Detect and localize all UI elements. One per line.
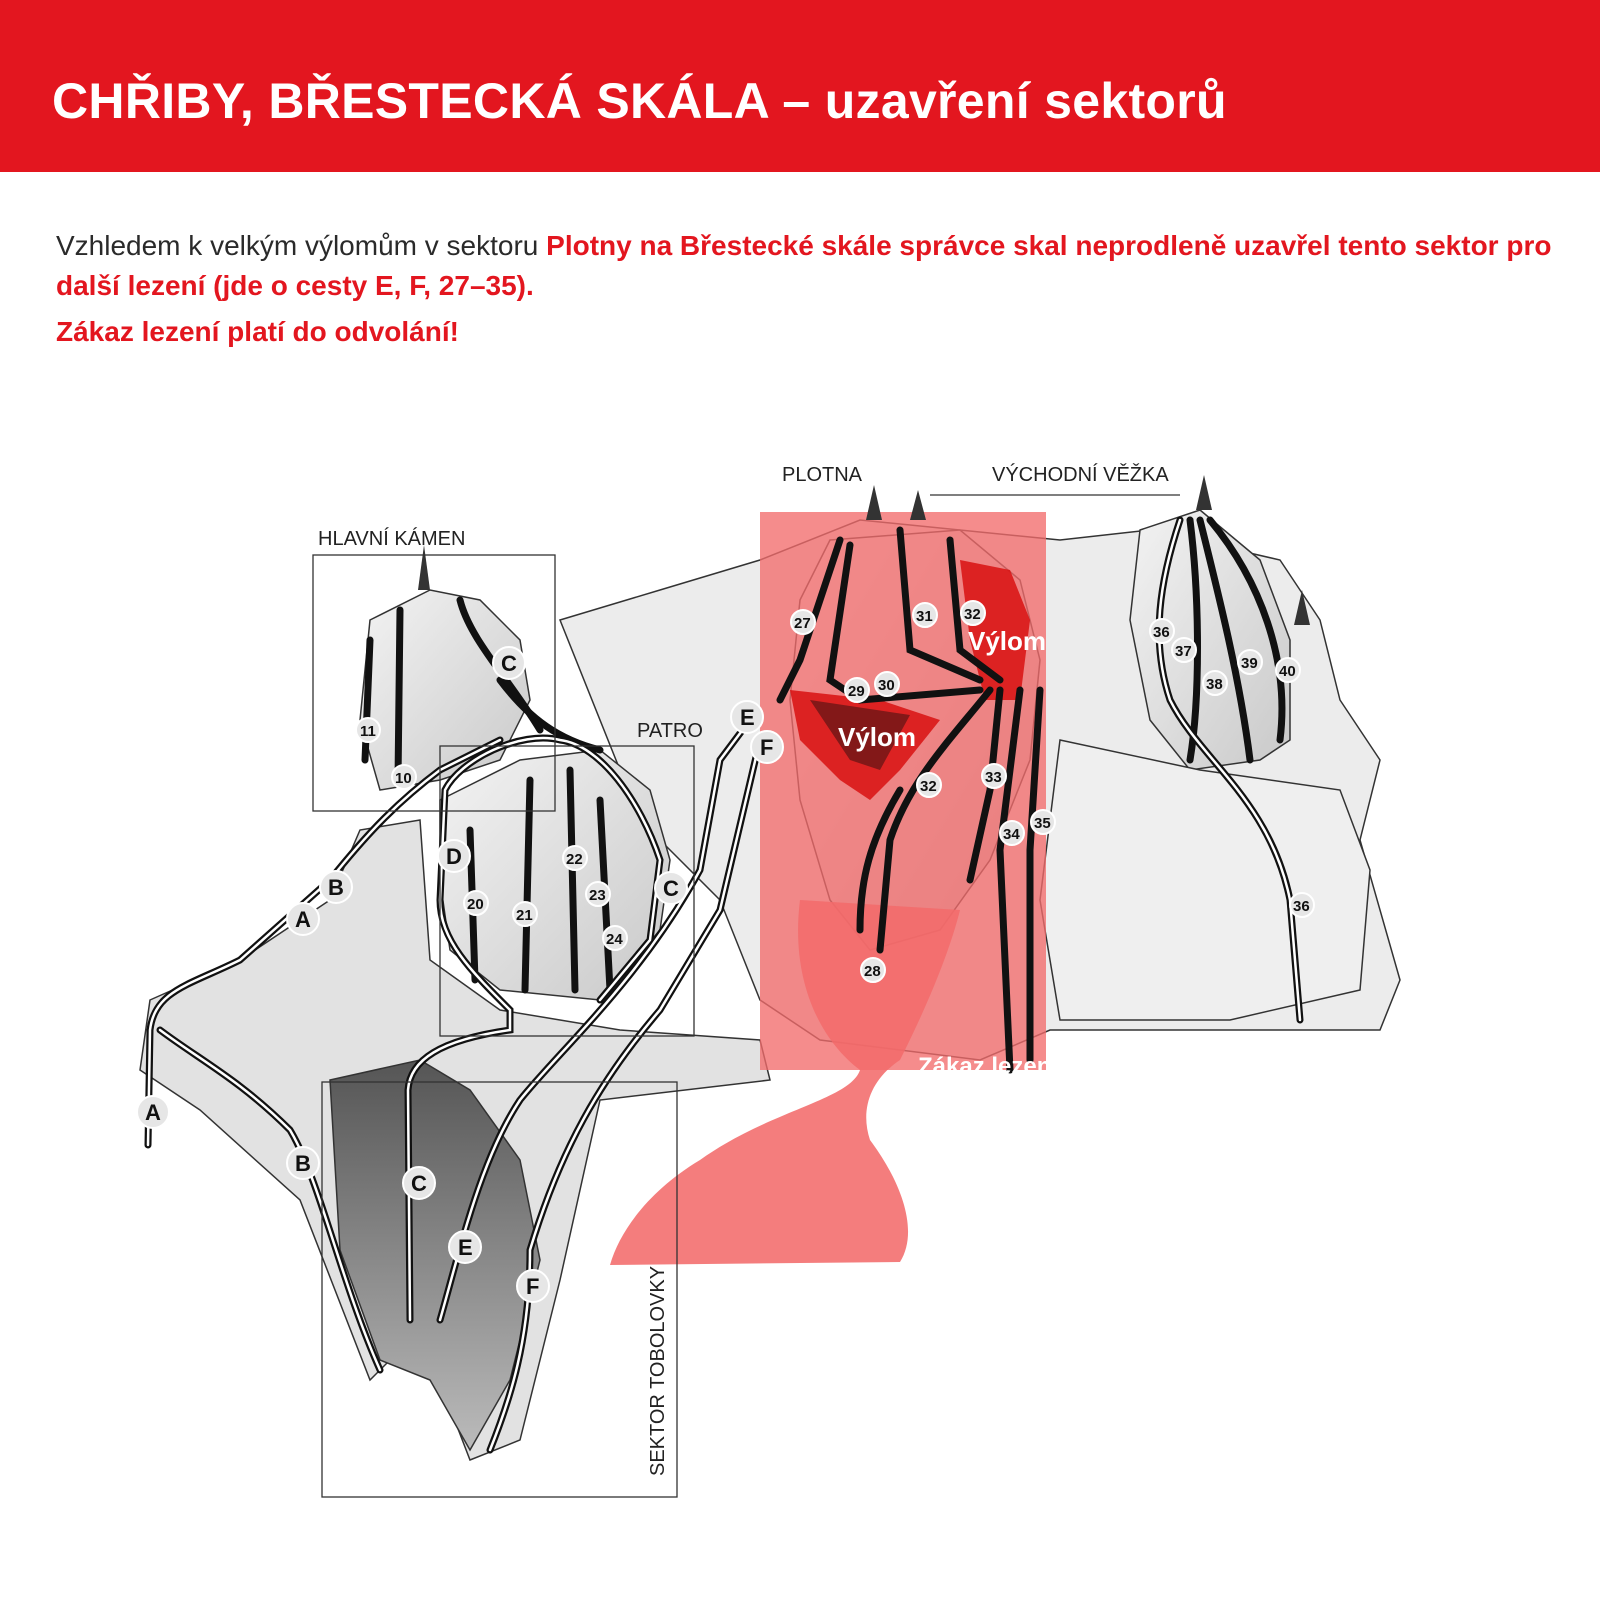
label-breakout-upper: Výlom bbox=[968, 626, 1047, 656]
route-number: 21 bbox=[516, 907, 533, 924]
route-number: 11 bbox=[360, 723, 376, 740]
intro-paragraph bbox=[56, 226, 1566, 306]
route-number: 30 bbox=[878, 677, 895, 694]
tree-icon bbox=[1196, 475, 1212, 510]
label-patro: PATRO bbox=[637, 720, 703, 742]
crag-topo-map bbox=[0, 380, 1600, 1600]
label-closed-zone: Zákaz lezení bbox=[918, 1053, 1059, 1080]
tree-icon bbox=[910, 490, 926, 520]
route-number: 40 bbox=[1279, 663, 1296, 680]
route-label-a: A bbox=[145, 1100, 161, 1125]
route-label-b: B bbox=[295, 1151, 311, 1176]
route-number: 10 bbox=[395, 770, 412, 787]
route-number: 33 bbox=[985, 769, 1002, 786]
label-breakout-lower: Výlom bbox=[838, 722, 917, 752]
route-label-c: C bbox=[501, 651, 517, 676]
route-number: 28 bbox=[864, 963, 881, 980]
page-title: CHŘIBY, BŘESTECKÁ SKÁLA – uzavření sektorů bbox=[52, 73, 1227, 129]
intro-text: Vzhledem k velkým výlomům v sektoru bbox=[56, 230, 547, 261]
label-tobolovky: SEKTOR TOBOLOVKY bbox=[647, 1265, 669, 1476]
route-label-c: C bbox=[663, 876, 679, 901]
route-label-f: F bbox=[526, 1274, 540, 1299]
route-label-e: E bbox=[740, 705, 755, 730]
route-number: 39 bbox=[1241, 655, 1258, 672]
route-number: 29 bbox=[848, 683, 865, 700]
label-vychodni-vezka: VÝCHODNÍ VĚŽKA bbox=[992, 464, 1169, 486]
label-plotna: PLOTNA bbox=[782, 464, 863, 486]
route-label-d: D bbox=[446, 844, 462, 869]
route-number: 23 bbox=[589, 887, 606, 904]
closure-warning: Zákaz lezení platí do odvolání! bbox=[56, 316, 459, 347]
route-label-a: A bbox=[295, 907, 311, 932]
tree-icon bbox=[418, 545, 430, 590]
route-number: 38 bbox=[1206, 676, 1223, 693]
route-number: 32 bbox=[920, 778, 937, 795]
intro-highlight: Plotny na Břestecké skále správce skal neprodleně uzavřel tento sektor pro další lezení (jde o cesty E, F, 27–35). bbox=[56, 230, 1552, 301]
route-number: 36 bbox=[1153, 624, 1170, 641]
tree-icon bbox=[866, 485, 882, 520]
header-banner bbox=[0, 0, 1600, 172]
route-label-c: C bbox=[411, 1171, 427, 1196]
route-number: 24 bbox=[606, 931, 623, 948]
route-label-e: E bbox=[458, 1235, 473, 1260]
route-number: 31 bbox=[916, 608, 933, 625]
route-number: 35 bbox=[1034, 815, 1051, 832]
label-hlavni-kamen: HLAVNÍ KÁMEN bbox=[318, 528, 466, 550]
route-number: 32 bbox=[964, 606, 981, 623]
route-number: 27 bbox=[794, 615, 811, 632]
route-label-b: B bbox=[328, 875, 344, 900]
route-number: 34 bbox=[1003, 826, 1020, 843]
route-number: 22 bbox=[566, 851, 583, 868]
route-number: 37 bbox=[1175, 643, 1192, 660]
route-number: 20 bbox=[467, 896, 484, 913]
route-number: 36 bbox=[1293, 898, 1310, 915]
route-label-f: F bbox=[760, 735, 774, 760]
